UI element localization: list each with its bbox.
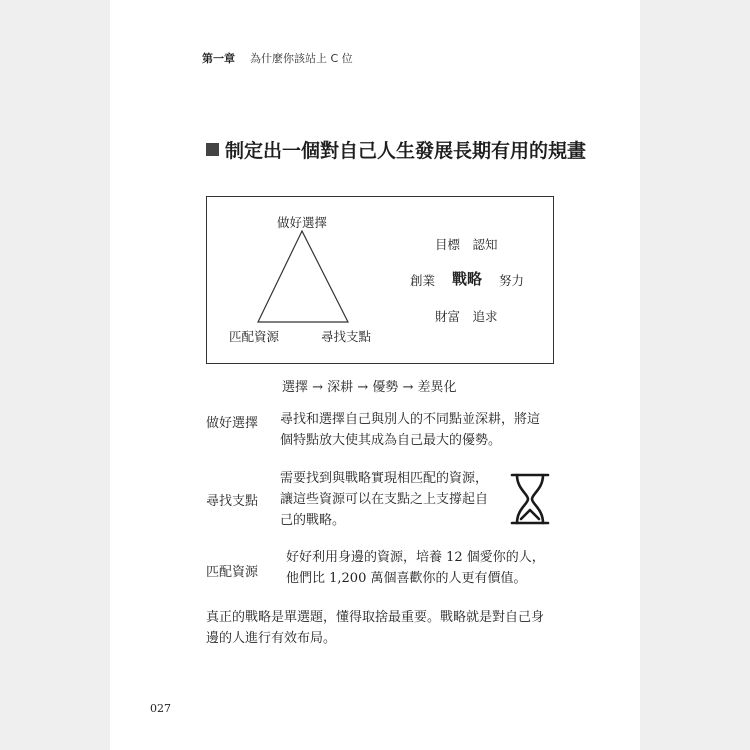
triangle-left-label: 匹配資源 xyxy=(229,329,280,344)
chapter-title: 為什麼你該站上 C 位 xyxy=(250,52,353,65)
text-line: 己的戰略。 xyxy=(280,513,346,528)
conclusion-paragraph xyxy=(206,607,544,649)
text-line: 好好利用身邊的資源，培養 12 個愛你的人， xyxy=(286,550,545,565)
chapter-label: 第一章 xyxy=(202,52,235,65)
section-label-choice: 做好選擇 xyxy=(206,416,259,431)
book-page xyxy=(110,0,640,750)
square-bullet-icon xyxy=(206,143,219,156)
triangle-right-label: 尋找支點 xyxy=(321,329,372,344)
section-text-choice xyxy=(280,409,540,451)
strategy-diagram xyxy=(206,196,554,364)
triangle-top-label: 做好選擇 xyxy=(277,215,328,230)
flow-line: 選擇 → 深耕 → 優勢 → 差異化 xyxy=(282,380,457,395)
text-line: 邊的人進行有效布局。 xyxy=(206,631,337,646)
text-line: 個特點放大使其成為自己最大的優勢。 xyxy=(280,433,502,448)
wealth-pursuit-label: 財富 追求 xyxy=(435,309,498,324)
section-label-fulcrum: 尋找支點 xyxy=(206,494,259,509)
text-line: 他們比 1,200 萬個喜歡你的人更有價值。 xyxy=(286,571,527,586)
section-text-fulcrum xyxy=(280,468,488,531)
startup-label: 創業 xyxy=(410,273,436,288)
section-label-resources: 匹配資源 xyxy=(206,565,259,580)
text-line: 尋找和選擇自己與別人的不同點並深耕，將這 xyxy=(280,412,541,427)
strategy-label: 戰略 xyxy=(452,270,483,288)
text-line: 讓這些資源可以在支點之上支撐起自 xyxy=(280,492,489,507)
hourglass-icon xyxy=(508,472,552,526)
section-heading xyxy=(206,136,586,163)
section-heading-text: 制定出一個對自己人生發展長期有用的規畫 xyxy=(225,140,587,162)
page-number: 027 xyxy=(150,702,171,715)
effort-label: 努力 xyxy=(499,273,525,288)
text-line: 需要找到與戰略實現相匹配的資源， xyxy=(280,471,489,486)
goal-cognition-label: 目標 認知 xyxy=(435,237,498,252)
text-line: 真正的戰略是單選題，懂得取捨最重要。戰略就是對自己身 xyxy=(206,610,545,625)
section-text-resources xyxy=(286,547,545,589)
